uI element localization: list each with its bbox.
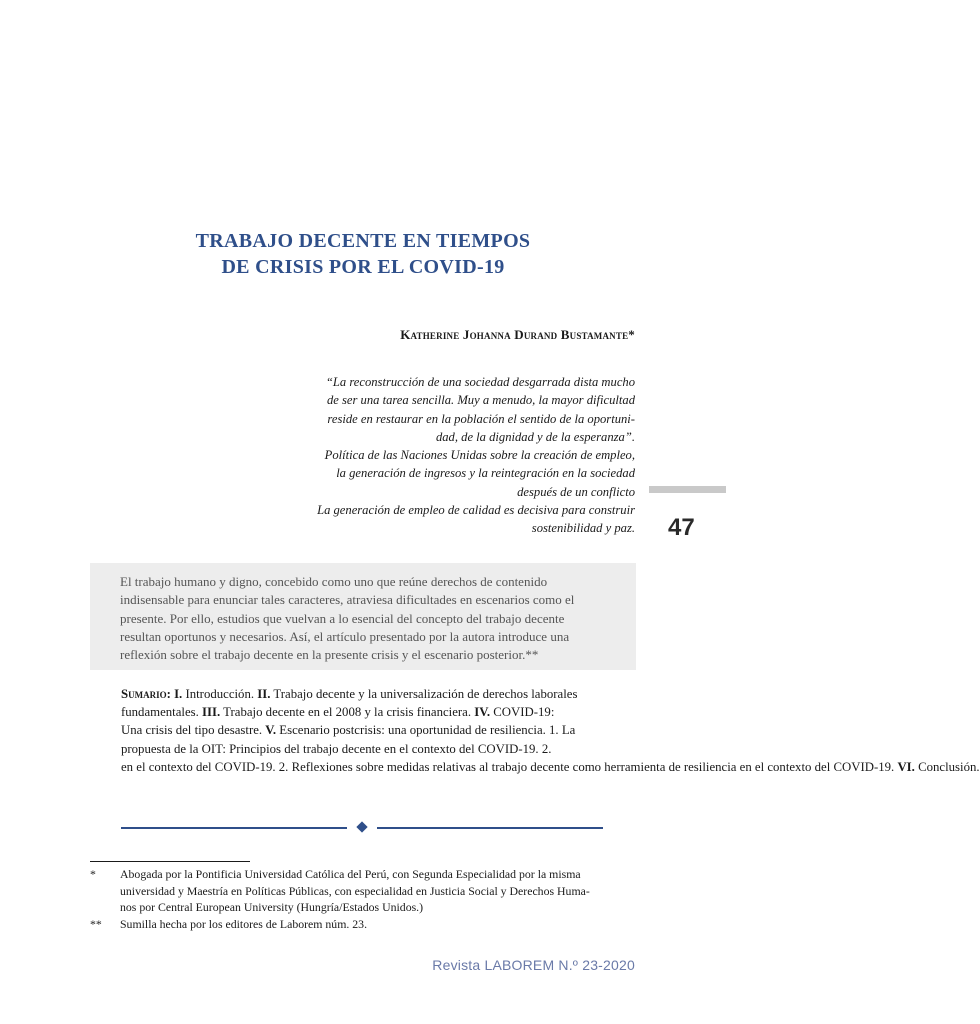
summary-item-number: III.	[202, 705, 221, 720]
epigraph-line: La generación de empleo de calidad es decisiva para construir	[317, 503, 635, 518]
footnote-line: nos por Central European University (Hungría/Estados Unidos.)	[120, 900, 424, 915]
footnote-rule	[90, 861, 250, 862]
summary-item-number: V.	[265, 723, 277, 738]
divider-line-right	[377, 827, 603, 829]
summary-item-text: Introducción.	[185, 687, 255, 701]
page-tab-bar	[649, 486, 726, 493]
journal-footer: Revista LABOREM N.º 23-2020	[432, 957, 635, 973]
abstract-line: presente. Por ello, estudios que vuelvan a lo esencial del concepto del trabajo decente	[120, 610, 565, 626]
footnotes	[90, 866, 636, 932]
summary-item-text: Escenario postcrisis: una oportunidad de resiliencia. 1. La	[279, 723, 576, 738]
author-name: Katherine Johanna Durand Bustamante*	[400, 327, 635, 342]
diamond-icon	[356, 821, 367, 832]
summary-item-number: IV.	[474, 705, 491, 720]
divider-line-left	[121, 827, 347, 829]
article-title	[120, 228, 606, 280]
summary-line	[121, 740, 601, 758]
summary-line	[121, 685, 601, 703]
page-number: 47	[668, 514, 695, 541]
footnote-mark: *	[90, 867, 96, 881]
epigraph	[275, 373, 635, 538]
summary-item-text: Conclusión.	[918, 759, 980, 774]
summary-item-number: I.	[174, 687, 183, 701]
summary-item-text: propuesta de la OIT: Principios del trabajo decente en el contexto del COVID-19. 2.	[121, 741, 552, 756]
summary-item-number: VI.	[897, 759, 915, 774]
abstract-box	[90, 563, 636, 670]
summary-item-text: en el contexto del COVID-19. 2. Reflexiones sobre medidas relativas al trabajo decente como herramienta de resiliencia en el contexto del COVID-19.	[121, 759, 895, 774]
summary-item-text: fundamentales.	[121, 705, 199, 720]
abstract-line: El trabajo humano y digno, concebido como uno que reúne derechos de contenido	[120, 574, 548, 589]
epigraph-line: dad, de la dignidad y de la esperanza”.	[435, 429, 635, 444]
summary-label: Sumario:	[121, 687, 171, 701]
title-line: DE CRISIS POR EL COVID-19	[221, 256, 505, 278]
epigraph-line: Política de las Naciones Unidas sobre la creación de empleo,	[324, 448, 635, 463]
summary-line	[121, 703, 601, 721]
epigraph-line: después de un conflicto	[517, 484, 635, 499]
epigraph-line: la generación de ingresos y la reintegración en la sociedad	[336, 466, 635, 481]
footnote-line: Sumilla hecha por los editores de Laborem núm. 23.	[120, 916, 368, 931]
summary-item-text: Trabajo decente en el 2008 y la crisis financiera.	[223, 705, 472, 720]
epigraph-line: “La reconstrucción de una sociedad desgarrada dista mucho	[325, 375, 635, 389]
abstract-line: indisensable para enunciar tales caracteres, atraviesa dificultades en escenarios como el	[120, 592, 575, 608]
summary-item-text: Una crisis del tipo desastre.	[121, 723, 263, 738]
epigraph-line: sostenibilidad y paz.	[531, 521, 635, 536]
summary-item-text: COVID-19:	[493, 705, 555, 720]
summary-line	[121, 758, 980, 776]
footnote-mark: **	[90, 916, 102, 931]
epigraph-line: de ser una tarea sencilla. Muy a menudo, la mayor dificultad	[326, 393, 635, 408]
footnote-line: Abogada por la Pontificia Universidad Católica del Perú, con Segunda Especialidad por la misma	[120, 867, 581, 881]
summary-item-number: II.	[257, 687, 271, 701]
section-divider	[121, 822, 603, 834]
abstract-line: resultan oportunos y necesarios. Así, el artículo presentado por la autora introduce una	[120, 628, 570, 644]
footnote	[90, 866, 636, 916]
footnote-line: universidad y Maestría en Políticas Públicas, con especialidad en Justicia Social y Derechos Huma-	[120, 883, 590, 898]
abstract-line: reflexión sobre el trabajo decente en la presente crisis y el escenario posterior.**	[120, 647, 539, 663]
summary-item-text: Trabajo decente y la universalización de derechos laborales	[273, 687, 578, 701]
summary	[121, 685, 980, 776]
footnote	[90, 916, 636, 933]
epigraph-line: reside en restaurar en la población el sentido de la oportuni-	[327, 411, 635, 426]
summary-line	[121, 721, 601, 739]
title-line: TRABAJO DECENTE EN TIEMPOS	[195, 230, 531, 252]
